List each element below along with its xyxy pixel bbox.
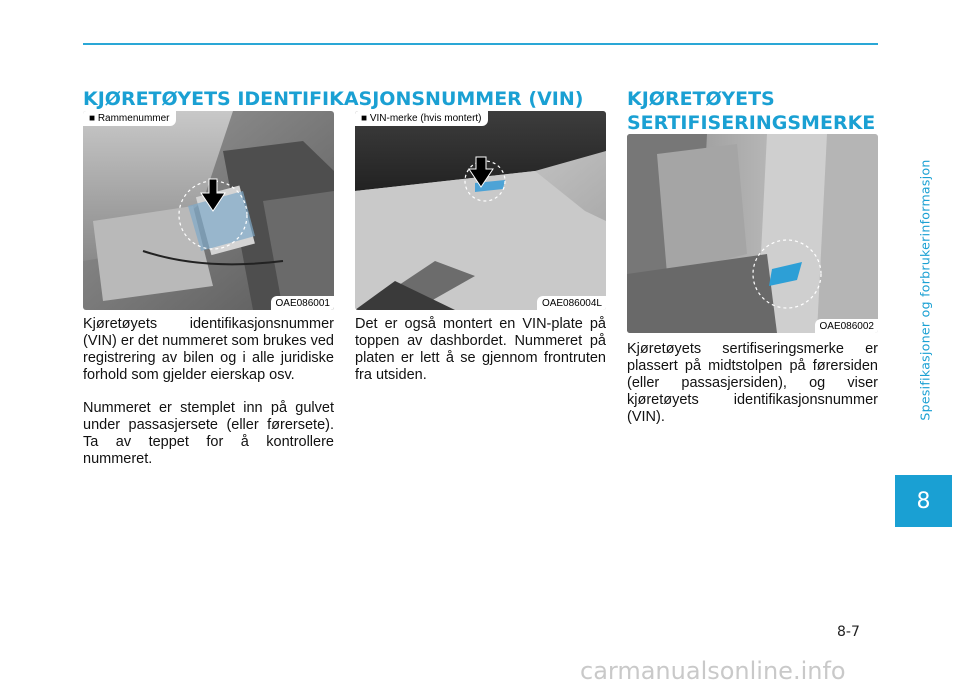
- paragraph-certification: Kjøretøyets sertifiseringsmerke er plassert på midtstolpen på førersiden (eller passasjersiden), og viser kjøretøyets identifikasjonsnummer (VIN).: [627, 341, 878, 425]
- photo-vin-label: [355, 111, 606, 310]
- paragraph-vin-plate: Det er også montert en VIN-plate på toppen av dashbordet. Nummeret på platen er lett å se gjennom frontruten fra utsiden.: [355, 316, 606, 383]
- photo-frame-number: [83, 111, 334, 310]
- photo-certification-label: [627, 134, 878, 333]
- section-title-line1: KJØRETØYETS: [627, 88, 775, 110]
- image-caption: ■ VIN-merke (hvis montert): [355, 111, 488, 126]
- paragraph-vin-intro: Kjøretøyets identifikasjonsnummer (VIN) er det nummeret som brukes ved registrering av bilen og i alle juridiske forhold som gjelder eierskap osv.: [83, 316, 334, 383]
- paragraph-vin-location: Nummeret er stemplet inn på gulvet under passasjersete (eller førersete). Ta av teppet for å kontrollere nummeret.: [83, 400, 334, 467]
- image-code: OAE086004L: [537, 296, 606, 310]
- seat-floor-illustration: [83, 111, 334, 310]
- side-tab-text: Spesifikasjoner og forbrukerinformasjon: [917, 159, 933, 421]
- section-title-certification: [627, 87, 875, 135]
- image-caption: ■ Rammenummer: [83, 111, 176, 126]
- door-pillar-illustration: [627, 134, 878, 333]
- watermark: carmanualsonline.info: [580, 657, 846, 685]
- windshield-illustration: [355, 111, 606, 310]
- section-title-vin: KJØRETØYETS IDENTIFIKASJONSNUMMER (VIN): [83, 88, 584, 110]
- image-code: OAE086001: [271, 296, 335, 310]
- section-title-line2: SERTIFISERINGSMERKE: [627, 112, 876, 134]
- image-code: OAE086002: [815, 319, 879, 333]
- chapter-number-badge: 8: [895, 475, 952, 527]
- header-rule: [83, 43, 878, 45]
- page-number: 8-7: [837, 624, 860, 640]
